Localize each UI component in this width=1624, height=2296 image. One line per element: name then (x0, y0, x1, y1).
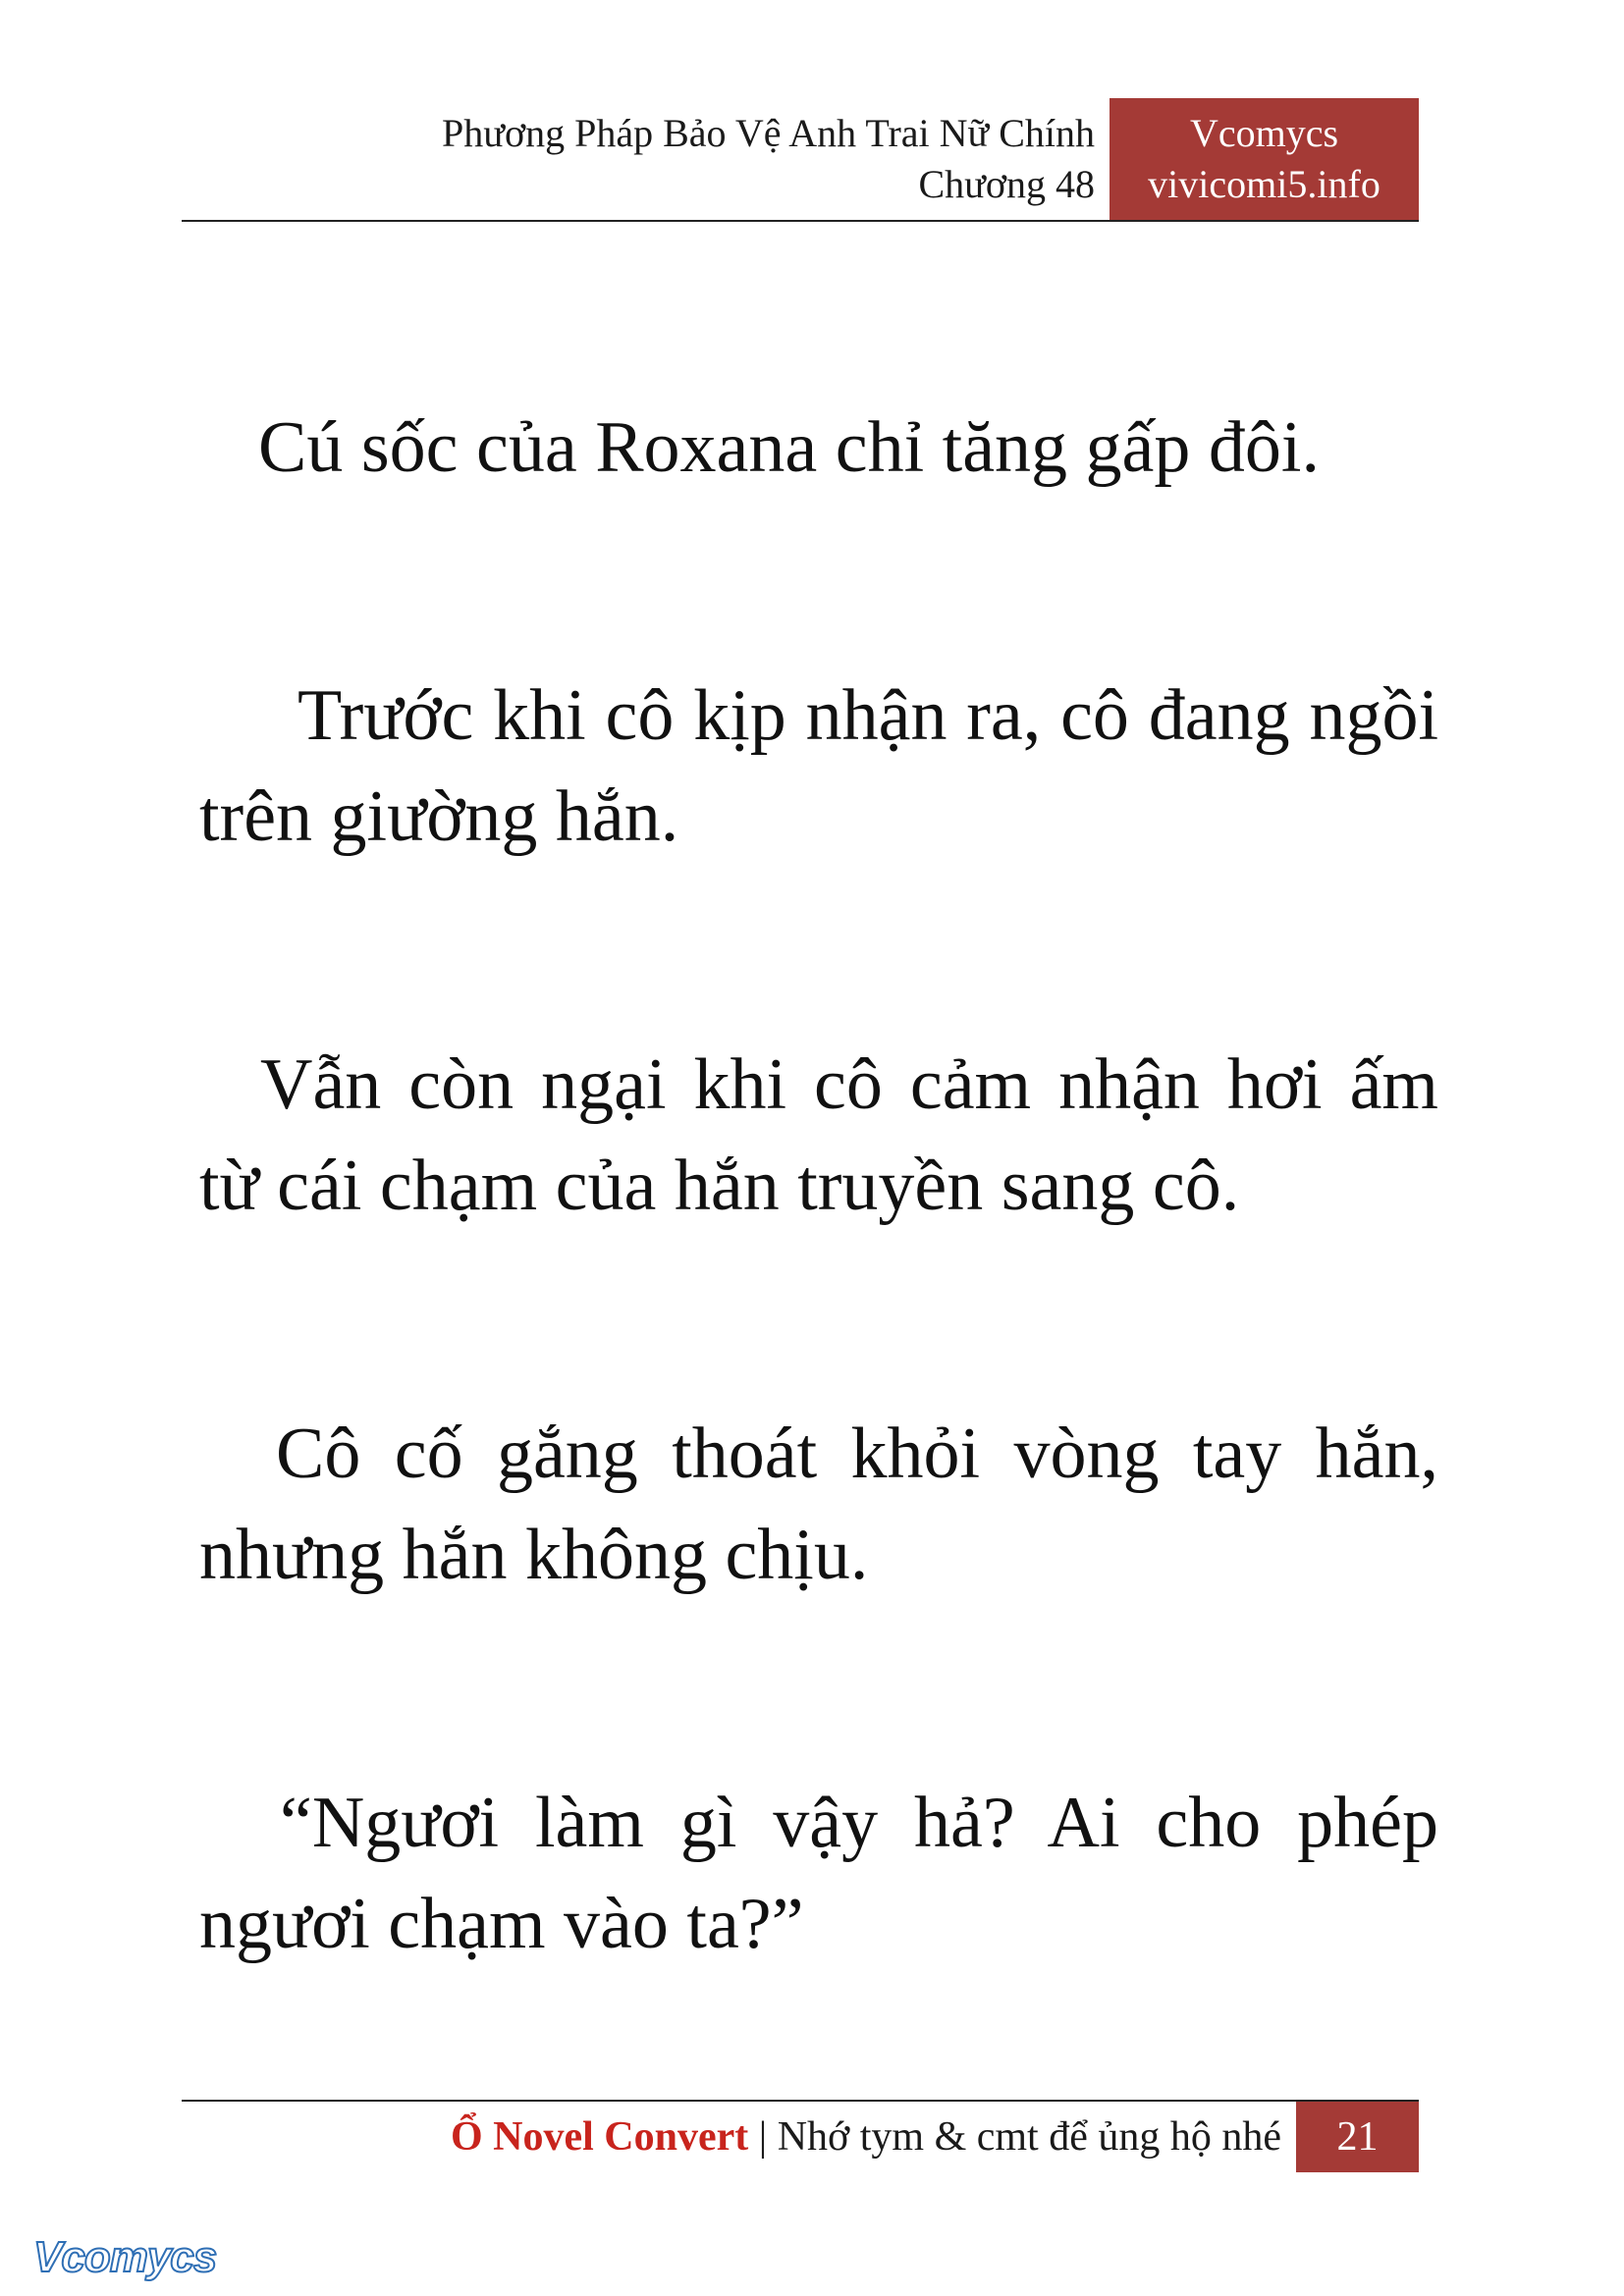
page-header (182, 98, 1419, 221)
vcomycs-logo (29, 2228, 250, 2287)
page-footer (182, 2102, 1419, 2172)
paragraph-1: Cú sốc của Roxana chỉ tăng gấp đôi. (258, 407, 1320, 488)
book-title: Phương Pháp Bảo Vệ Anh Trai Nữ Chính (442, 111, 1095, 155)
site-name: Vcomycs (1189, 111, 1339, 155)
paragraph-2: Trước khi cô kịp nhận ra, cô đang ngồi trên giường hắn. (199, 675, 1438, 857)
site-badge (1110, 98, 1419, 221)
page-number: 21 (1296, 2102, 1419, 2172)
footer-credit (451, 2111, 1281, 2163)
paragraph-4: Cô cố gắng thoát khỏi vòng tay hắn, nhưng hắn không chịu. (199, 1414, 1438, 1595)
paragraph-5: “Ngươi làm gì vậy hả? Ai cho phép ngươi chạm vào ta?” (199, 1783, 1438, 1964)
chapter-label: Chương 48 (918, 162, 1095, 206)
footer-separator: | (758, 2114, 768, 2160)
footer-note: Nhớ tym & cmt để ủng hộ nhé (777, 2114, 1281, 2160)
header-divider (182, 220, 1419, 222)
paragraph-3: Vẫn còn ngại khi cô cảm nhận hơi ấm từ cái chạm của hắn truyền sang cô. (199, 1044, 1438, 1226)
header-title-block (442, 108, 1095, 210)
footer-brand: Ổ Novel Convert (450, 2114, 749, 2160)
watermark-text: Vcomycs (33, 2233, 217, 2281)
site-url: vivicomi5.info (1148, 162, 1380, 206)
page-content (199, 398, 1438, 1975)
